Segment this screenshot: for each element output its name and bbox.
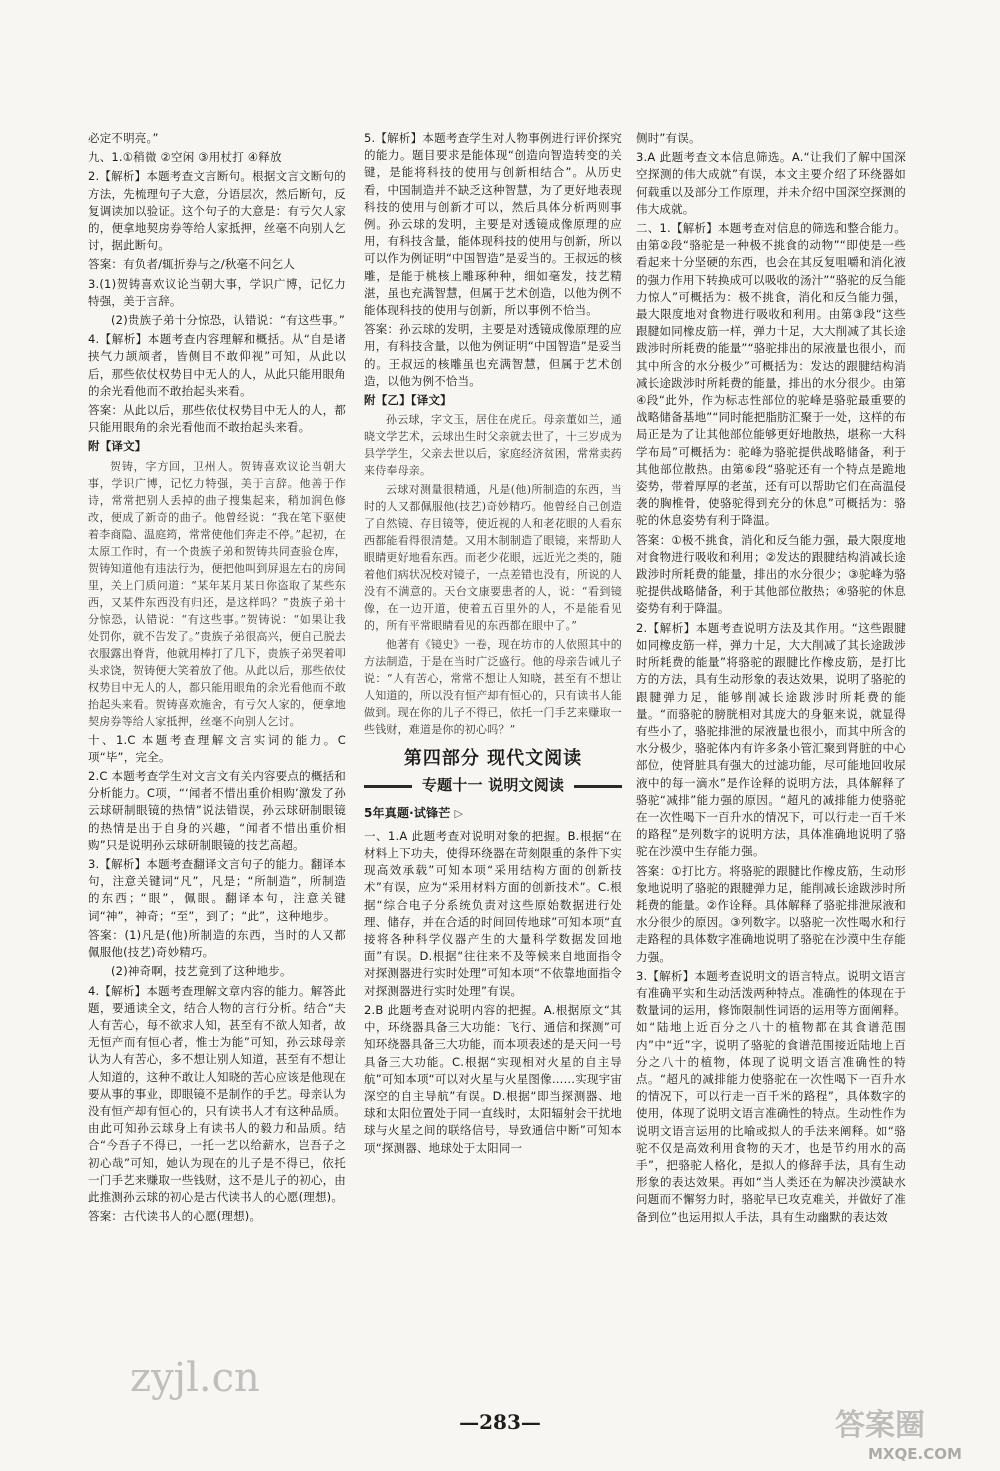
divider — [364, 785, 412, 788]
text-line: 2.【解析】本题考查说明方法及其作用。“这些跟腱如同橡皮筋一样，弹力十足，大大削减了其长途跋涉时所耗费的能量”将骆驼的跟腱比作橡皮筋，是打比方的方法，具有生动形象的表达效果，说明了骆驼的跟腱弹力足，能够削减长途跋涉时所耗费的能量。“而骆驼的膀胱相对其庞大的身躯来说，就显得有些小了，骆驼排泄的尿液量也很小，而其中所含的水分极少，骆驼体内有许多条小管汇聚到肾脏的中心部位，使肾脏具有强大的过滤功能，尽可能地回收尿液中的每一滴水”是作诠释的说明方法，具体解释了骆驼“减排”能力强的原因。“超凡的减排能力使骆驼在一次性喝下一百升水的情况下，可以行走一百千米的路程”是列数字的说明方法，具体准确地说明了骆驼在沙漠中生存能力强。 — [636, 620, 906, 859]
text-line: 侧时”有误。 — [636, 131, 701, 145]
text-line: 一、1.A 此题考查对说明对象的把握。B.根据“在材料上下功夫，使得环绕器在苛刻限重的条件下实现高效承载”可知本项“采用结构方面的创新技术”有误，应为“采用材料方面的创新技术”。C.根据“综合电子分系统负责对这些原始数据进行处理、储存，并在合适的时间回传地球”可知本项“直接将各种科学仪器产生的大量科学数据发回地面”有误。D.根据“往往来不及等候来自地面指令对探测器进行实时处理”可知本项“不依靠地面指令对探测器进行实时处理”有误。 — [364, 828, 623, 998]
text-line: 必定不明亮。” — [88, 131, 159, 145]
text-line: (2)贵族子弟十分惊恐，认错说：“有这些事。” — [111, 313, 346, 328]
divider — [574, 785, 622, 788]
text-line: 2.【解析】本题考查文言断句。根据文言文断句的方法，先梳理句子大意，分语层次，然后断句，反复调读加以验证。这个句子的大意是：有亏欠人家的，便拿地契房券等给人家抵押，丝毫不向别人乞讨，据此断句。 — [88, 169, 346, 253]
text-line: 3.【解析】本题考查翻译文言句子的能力。翻译本句，注意关键词“凡”，凡是；“所制造”，所制造的东西；“眼”，佩眼。翻译本句，注意关键词“神”，神奇；“至”，到了；“此”，这种地步。 — [88, 857, 346, 923]
text-line: 4.【解析】本题考查理解文章内容的能力。解答此题，要通读全文，结合人物的言行分析。结合“夫人有苦心，每不欲求人知，甚至有不欲人知者，故无恒产而有恒心者，惟士为能”可知，孙云球母亲认为人有苦心，多不想让别人知道，甚至有不想让人知道的，这种不敢让人知晓的苦心应该是他现在要从事的事业，即眼镜不是制作的手艺。母亲认为没有恒产却有恒心的，只有读书人才有这种品质。由此可知孙云球身上有读书人的毅力和品质。结合“今吾子不得已，一托一艺以给薪水，岂吾子之初心哉”可知，她认为现在的儿子是不得已，依托一门手艺来赚取一些钱财，这不是儿子的初心，由此推测孙云球的初心是古代读书人的心愿(理想)。 — [88, 983, 346, 1204]
text-line: 十、1.C 本题考查理解文言实词的能力。C项“毕”，完全。 — [88, 732, 346, 764]
section-header — [364, 805, 622, 822]
answer-line: 答案：有负者/辄折券与之/秋毫不问乞人 — [88, 257, 296, 272]
topic-title: 专题十一 说明文阅读 — [421, 776, 565, 795]
part-title: 第四部分 现代文阅读 — [403, 748, 583, 770]
translation-text: 孙云球，字文玉，居住在虎丘。母亲董如兰，通晓文学艺术，云球出生时父亲就去世了，十三岁成为县学学生，父亲去世以后，家庭经济贫困，常常卖药来侍奉母亲。 — [364, 413, 622, 478]
text-line: 二、1.【解析】本题考查对信息的筛选和整合能力。由第②段“骆驼是一种极不挑食的动物”“即使是一些看起来十分坚硬的东西，也会在其反复咀嚼和消化液的强力作用下转换成可以吸收的汤汁”“骆驼的反刍能力惊人”可概括为：极不挑食，消化和反刍能力强，最大限度地对食物进行吸收和利用。由第③段“这些跟腱如同橡皮筋一样，弹力十足，大大削减了其长途跋涉时所耗费的能量”“骆驼排出的尿液量也很小，而其中所含的水分极少”可概括为：发达的跟腱结构消减长途跋涉时所耗费的能量，排出的水分很少。由第④段“此外，作为标志性部位的驼峰是骆驼最重要的战略储备基地”“同时能把脂肪汇聚于一处，这样的布局正是为了让其他部位能够更好地散热，堪称一大科学布局”可概括为：驼峰为骆驼提供战略储备，利于其他部位散热。由第⑥段“骆驼还有一个特点是跪地姿势，带着厚厚的老茧，还有可以帮助它们在高温侵袭的胸椎骨，使骆驼得到充分的休息”可概括为：骆驼的休息姿势有利于降温。 — [636, 221, 906, 528]
column-middle — [364, 130, 622, 1159]
text-line: 2.B 此题考查对说明内容的把握。A.根据原文“其中，环绕器具备三大功能：飞行、通信和探测”可知环绕器具备三大功能，而本项表述的是天问一号具备三大功能。C.根据“实现相对火星的自主导航”可知本项“可以对火星与火星图像……实现宇宙深空的自主导航”有误。D.根据“即当探测器、地球和太阳位置处于同一直线时，太阳辐射会干扰地球与火星之间的联络信号，导致通信中断”可知本项“探测器、地球处于太阳同一 — [364, 1002, 623, 1155]
translation-text: 他著有《镜史》一卷，现在坊市的人依照其中的方法制造，于是在当时广泛盛行。他的母亲告诫儿子说：“人有苦心，常常不想让人知晓，甚至有不想让人知道的，所以没有恒产却有恒心的，只有读书人能做到。现在你的儿子不得已，依托一门手艺来赚取一些钱财，难道是你的初心吗？” — [364, 638, 622, 737]
arrow-icon: ▷ — [454, 806, 464, 820]
answer-line: 答案：孙云球的发明，主要是对透镜成像原理的应用，有科技含量，以他为例证明“中国智造”是妥当的。王叔远的核雕虽也充满智慧，但属于艺术创造，以他为例不恰当。 — [364, 322, 623, 388]
translation-tag: 附【乙】【译文】 — [364, 393, 452, 408]
column-right — [636, 130, 906, 1228]
text-line: 九、1.①稍微 ②空闲 ③用杖打 ④释放 — [88, 150, 282, 165]
translation-tag: 附【译文】 — [88, 439, 147, 454]
column-left — [88, 130, 346, 1227]
section-label: 5年真题·试锋芒 — [364, 805, 451, 820]
text-line: 3.A 此题考查文本信息筛选。A.“让我们了解中国深空探测的伟大成就”有误，本文主要介绍了环绕器如何载重以及部分工作原理，并未介绍中国深空探测的伟大成就。 — [636, 150, 906, 216]
text-line: 2.C 本题考查学生对文言文有关内容要点的概括和分析能力。C项，“‘闻者不惜出重价相购’激发了孙云球研制眼镜的热情”说法错误，孙云球研制眼镜的热情是出于自身的兴趣，“闻者不惜出重价相购”只是说明孙云球研制眼镜的技艺高超。 — [88, 769, 346, 852]
page-number: —283— — [459, 1410, 541, 1434]
text-line: 3.【解析】本题考查说明文的语言特点。说明文语言有准确平实和生动活泼两种特点。准确性的体现在于数量词的运用，修饰限制性词语的运用等方面阐释。如“陆地上近百分之八十的植物都在其食谱范围内”中“近”字，说明了骆驼的食谱范围接近陆地上百分之八十的植物，体现了说明文语言准确性的特点。“超凡的减排能力使骆驼在一次性喝下一百升水的情况下，可以行走一百千米的路程”，具体数字的使用，体现了说明文语言准确性的特点。生动性作为说明文语言运用的比喻或拟人的手法来阐释。如“骆驼不仅是高效利用食物的天才，也是节约用水的高手”，把骆驼人格化，是拟人的修辞手法，具有生动形象的表达效果。再如“当人类还在为解决沙漠缺水问题而不懈努力时，骆驼早已攻克难关，并做好了准备到位”也运用拟人手法，具有生动幽默的表达效 — [636, 968, 906, 1224]
answer-line: 答案：从此以后，那些依仗权势目中无人的人，都只能用眼角的余光看他而不敢抬起头来看。 — [88, 403, 346, 435]
watermark-right-sub: MXQE.COM — [868, 1445, 962, 1463]
text-line: (2)神奇啊，技艺竟到了这种地步。 — [111, 964, 292, 979]
answer-line: 答案：①打比方。将骆驼的跟腱比作橡皮筋，生动形象地说明了骆驼的跟腱弹力足，能削减长途跋涉时所耗费的能量。②作诠释。具体解释了骆驼排泄尿液和水分很少的原因。③列数字。以骆驼一次性喝水和行走路程的具体数字准确地说明了骆驼在沙漠中生存能力强。 — [636, 863, 906, 964]
answer-line: 答案：(1)凡是(他)所制造的东西，当时的人又都佩服他(技艺)奇妙精巧。 — [88, 927, 346, 960]
translation-text: 云球对测量很精通，凡是(他)所制造的东西，当时的人又都佩服他(技艺)奇妙精巧。他曾经自己创造了自然镜、存目镜等，使近视的人和老花眼的人看东西都能看得很清楚。又用木制制造了眼镜，来帮助人眼睛更好地看东西。而老少花眼，远近光之类的，随着他们病状况校对镜子，一点差错也没有，所说的人没有不满意的。天台文康要患者的人，说：“看到镜像，在一边开道，使着五百里外的人，不是能看见的，所有平常眼睛看见的东西都在眼中了。” — [364, 483, 622, 633]
answer-line: 答案：古代读书人的心愿(理想)。 — [88, 1209, 262, 1224]
text-line: 5.【解析】本题考查学生对人物事例进行评价探究的能力。题目要求是能体现“创造向智造转变的关键，是能将科技的使用与创新相结合”。从历史看，中国制造并不缺乏这种智慧，为了更好地表现科技的使用与创新才可以，然后具体分析两则事例。孙云球的发明，主要是对透镜成像原理的应用，有科技含量，能体现科技的使用与创新，所以可以作为例证明“中国智造”是妥当的。王叔远的核雕，是能于桃核上雕琢种种，细如毫发，技艺精湛，虽也充满智慧，但属于艺术创造，以他为例不能体现科技的使用与创新，所以事例不恰当。 — [364, 131, 623, 318]
watermark-left: zyjl.cn — [130, 1355, 260, 1401]
watermark-right: 答案圈 — [835, 1408, 925, 1443]
text-line: 3.(1)贺铸喜欢议论当朝大事，学识广博，记忆力特强，美于言辞。 — [88, 276, 346, 308]
topic-header — [364, 777, 622, 794]
text-line: 4.【解析】本题考查内容理解和概括。从“自是诸挟气力颉颃者，皆侧目不敢仰视”可知，从此以后，那些依仗权势目中无人的人，从此只能用眼角的余光看他而不敢抬起头来看。 — [88, 332, 346, 398]
translation-text: 贺铸，字方回，卫州人。贺铸喜欢议论当朝大事，学识广博，记忆力特强，美于言辞。他善于作诗，常常把别人丢掉的曲子搜集起来，稍加润色修改，便成了新奇的曲子。他曾经说：“我在笔下驱使着李商隐、温庭筠，常常使他们奔走不停。”起初，在太原工作时，有一个贵族子弟和贺铸共同查验仓库，贺铸知道他有违法行为，便把他叫到屏退左右的房间里，关上门质问道：“某年某月某日你盗取了某些东西，又某件东西没有归还，是这样吗？”贵族子弟十分惊恐，认错说：“有这些事。”贺铸说：“如果让我处罚你，就不告发了。”贵族子弟很高兴，便自己脱去衣服露出脊背，他就用棒打了几下，贵族子弟哭着叩头求饶，贺铸便大笑着放了他。从此以后，那些依仗权势目中无人的人，都只能用眼角的余光看他而不敢抬起头来看。贺铸喜欢施舍，有亏欠人家的，便拿地契房券等给人家抵押，丝毫不向别人乞讨。 — [88, 459, 346, 728]
answer-line: 答案：①极不挑食，消化和反刍能力强，最大限度地对食物进行吸收和利用；②发达的跟腱结构消减长途跋涉时所耗费的能量，排出的水分很少；③驼峰为骆驼提供战略储备，利于其他部位散热；④骆驼的休息姿势有利于降温。 — [636, 532, 906, 616]
